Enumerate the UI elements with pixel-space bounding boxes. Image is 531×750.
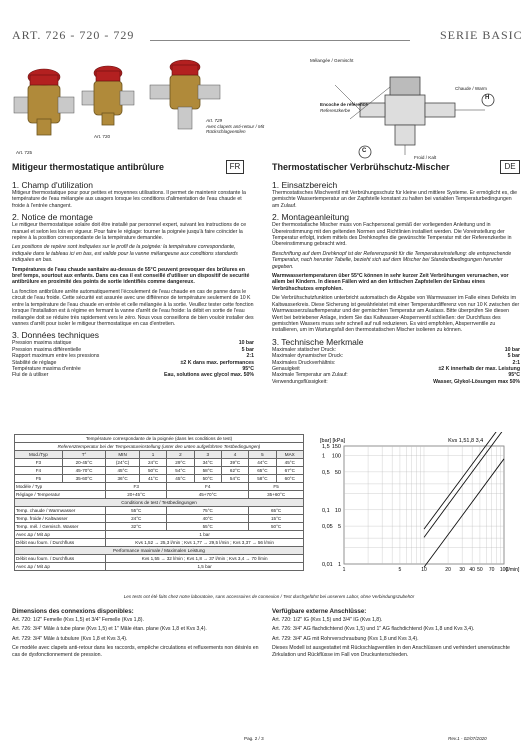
chart-xtick: 40: [469, 567, 475, 573]
chart-ytick-kpa: 1: [337, 562, 341, 568]
page-number: Pag. 2 / 3: [244, 736, 264, 741]
fr-specs: [12, 340, 254, 378]
de-dims-line: Art. 720: 1/2" IG (Kvs 1,5) und 3/4" IG (Kvs 1,8).: [272, 617, 383, 623]
chart-xtick: 10: [421, 567, 427, 573]
fr-section-2-text-d: La fonction antibrûlure arrête automatiquement l'écoulement de l'eau chaude en cas de panne dans le circuit de l'eau froide. Cette sécurité est assurée avec une différence de température seulement de 10 K entre la température de l'eau chaude en entrée et celle mélangée à la sortie. Veuillez tester cette fonction lorsque l'installation est à régime en fermant la vanne d'arrêt de l'eau froide: la débit en sortie de l'eau mélangée doit se réduire très rapidement vers le zéro. Nous vous conseillons de bien vouloir installer des vannes d'arrêt pour isoler le mitigeur thermostatique en cas d'entretien.: [12, 288, 254, 327]
fr-spec-row: Rapport maximum entre les pressions 2:1: [12, 353, 254, 360]
valve-725-image: [14, 69, 74, 135]
table-row: F3 20-45°C (24°C) 24°C 29°C 34°C 39°C 44°C 45°C: [15, 459, 304, 467]
de-section-1-text: Thermostatisches Mischventil mit Verbrühungsschutz für kleine und mittlere Systeme. Er ermöglicht es, die gemischte Wassertemperatur an der Zapfstelle konstant zu halten bei variablen Temperaturbedingungen am Zulauf.: [272, 190, 518, 209]
de-specs: [272, 347, 520, 385]
table-cond-row: Temp. chaude / Warmwasser 55°C 75°C 65°C: [15, 507, 304, 515]
chart-title: Kvs 1,51,8 3,4: [448, 438, 484, 444]
fr-section-1-text: Mitigeur thermostatique pour pour petites et moyennes utilisations. Il permet de maintenir constante la température de l'eau mélangée aux usagers lorsque les conditions d'alimentation de l'eau chaude et froide à l'entrée changent.: [12, 190, 246, 209]
chart-ytick-kpa: 150: [331, 444, 341, 450]
label-cold: Froid / Kalt: [414, 155, 437, 160]
label-h: H: [485, 95, 490, 101]
fr-column: [12, 180, 254, 379]
pressure-drop-chart: [306, 432, 524, 582]
de-column: [272, 180, 520, 385]
table-header-row: Mod./Typ T° MIN 1 2 3 4 5 MAX: [15, 451, 304, 459]
fr-spec-row: Pression maxima différentielle 5 bar: [12, 346, 254, 353]
chart-xtick: 100: [499, 567, 509, 573]
chart-xtick: 1: [342, 567, 346, 573]
table-perf-head: Performance maximale / Maximalen Leistung: [15, 547, 304, 555]
label-referenz: Referenzkerbe: [320, 108, 351, 113]
header-rule: [150, 40, 410, 41]
table-cond-row: Temp. froide / Kaltwasser 24°C 40°C 15°C: [15, 515, 304, 523]
table-conditions-head: Conditions de test / Testbedingungen: [15, 499, 304, 507]
table-debit-row: Débit eau fourn. / Durchfluss Kvs 1,52 → 25,3 l/min ; Kvs 1,77 → 29,5 l/min ; Kvs 3,37 → 56 l/min: [15, 539, 304, 547]
chart-xtick: 50: [477, 567, 483, 573]
de-section-3-title: 3. Technische Merkmale: [272, 336, 364, 347]
chart-ylabel: [bar] [kPa]: [320, 438, 346, 444]
table-head-1: Température correspondante de la poignée (dans les conditions de test): [15, 435, 304, 443]
header-title-left: ART. 726 - 720 - 729: [12, 28, 135, 42]
table-perf-dp-row: Avec Δp / Mit Δp 1,5 bar: [15, 563, 304, 571]
chart-ytick-bar: 0,05: [322, 524, 333, 531]
fr-section-2-text-b: Les positions de repère sont indiquées sur le profil de la poignée: la température correspondante, indiquée dans le tableau ici en bas, est valide pour la vanne mélangeuse aux conditions standards indiquées en bas.: [12, 244, 238, 264]
fr-spec-row: Température maxima d'entrée 95°C: [12, 365, 254, 372]
fr-title: Mitigeur thermostatique antibrûlure: [12, 162, 165, 172]
de-dims-line: Art. 729: 3/4" AG mit Rohrverschraubung (Kvs 1,8 und Kvs 3,4).: [272, 635, 419, 642]
de-section-2-title: 2. Montageanleitung: [272, 212, 350, 223]
fr-dimensions: [12, 608, 262, 661]
chart-ytick-kpa: 5: [337, 524, 341, 531]
de-dims-line: Art. 726: 3/4" AG flachdichtend (Kvs 1,5) und 1" AG flachdichtend (Kvs 1,8 und Kvs 3,4).: [272, 626, 475, 633]
de-spec-row: Verwendungsflüssigkeit: Wasser, Glykol-Lösungen max 50%: [272, 378, 520, 385]
label-art-725: Art. 725: [16, 150, 33, 155]
fr-section-2-text-a: Le mitigeur thermostatique solaire doit être installé par personnel expert, suivant les instructions de ce manuel et selon les lois en vigueur. Pour faire le réglage: tourner la poignée jusqu'à faire coïncider la repère à la position correspondante de la température demandée.: [12, 222, 247, 242]
chart-ytick-bar: 1,5: [322, 444, 330, 450]
fr-section-1-title: 1. Champ d'utilization: [12, 180, 93, 190]
label-mixed: Mélangée / Gemischt: [310, 58, 354, 63]
de-section-2-text-b: Beschriftung auf dem Drehknopf ist der Referenzpunkt für die Temperatureinstellung: die entsprechende Temperatur, nach herunter Tabelle, bezieht sich auf dem Mischer bei Standardbedingungen herunter gegeben.: [272, 250, 512, 270]
table-cond-row: Temp. mél. / Gemisch. Wasser 32°C 55°C 50°C: [15, 523, 304, 531]
de-title: Thermostatischer Verbrühschutz-Mischer: [272, 162, 450, 172]
chart-ytick-bar: 0,5: [322, 469, 330, 476]
de-spec-row: Maximaler dynamischer Druck: 5 bar: [272, 353, 520, 360]
fr-badge: FR: [226, 160, 244, 174]
header-title-right: SERIE BASIC: [440, 28, 523, 42]
chart-ytick-bar: 0,01: [322, 562, 333, 568]
table-dp-row: Avec Δp / Mit Δp 1 bar: [15, 531, 304, 539]
diagram-valve: [360, 77, 455, 145]
product-photos: [10, 55, 270, 165]
label-encoche: Encoche de référence: [320, 102, 368, 107]
fr-dims-line: Ce modèle avec clapets anti-retour dans les raccords, empêche circulations et refluxements non désirés en cas de dysfonctionnement de pression.: [12, 645, 259, 658]
fr-dims-title: Dimensions des connexions disponibles:: [12, 608, 134, 615]
temperature-table: [14, 434, 304, 571]
fr-dims-line: Art. 720: 1/2" Femelle (Kvs 1,5) et 3/4" Femelle (Kvs 1,8).: [12, 617, 144, 623]
de-dims-line: Dieses Modell ist ausgestattet mit Rückschlagventilen in den Anschlüssen und verhindert unerwünschte Zirkulation und Rückflüsse im Fall von Druckunterschieden.: [272, 645, 510, 658]
fr-section-2-text-c: Températures de l'eau chaude sanitaire au-dessus de 55°C peuvent provoquer des brûlures en bref temps, sourtout aux enfants. Dans ces cas il est conseillé d'utiliser un dispositif de securité antibrûlure en proximité des points de sortie identifiés comme dangereux.: [12, 266, 250, 286]
fr-dims-line: Art. 726: 3/4" Mâle à tube plane (Kvs 1,5) et 1" Mâle étan. plane (Kvs 1,8 et Kvs 3,4).: [12, 626, 207, 633]
chart-ytick-kpa: 100: [331, 453, 341, 460]
label-art-729: Art. 729 Avec clapets anti-retour / Mit Rückschlagventilen: [206, 118, 265, 135]
de-dims-title: Verfügbare externe Anschlüsse:: [272, 608, 367, 615]
chart-ytick-kpa: 10: [334, 507, 341, 514]
chart-xlabel: [l/min]: [506, 567, 520, 573]
de-section-2-text-a: Der thermostatische Mischer muss von Fachpersonal gemäß der vorliegenden Anleitung und in Übereinstimmung mit den geltenden Normen und Richtlinien installiert werden. Die Voreinstellung der Temperatur erfolgt, indem mittels des Drehknopfes die gewünschte Temperatur mit der Referenzkerbe in Übereinstimmung gebracht wird.: [272, 222, 512, 248]
fr-section-2-title: 2. Notice de montage: [12, 212, 93, 223]
chart-ytick-bar: 0,1: [322, 507, 330, 514]
chart-xtick: 30: [459, 567, 465, 573]
de-badge: DE: [500, 160, 520, 174]
table-row: F4 45-70°C 45°C 50°C 54°C 58°C 62°C 65°C 67°C: [15, 467, 304, 475]
fr-spec-row: Flui de à utiliser Eau, solutions avec glycol max. 50%: [12, 372, 254, 379]
de-section-1-title: 1. Einsatzbereich: [272, 180, 338, 190]
chart-ytick-bar: 1: [322, 453, 326, 460]
chart-xtick: 70: [488, 567, 495, 573]
table-row: F5 35-60°C 36°C 41°C 45°C 50°C 54°C 58°C 60°C: [15, 475, 304, 483]
label-art-720: Art. 720: [94, 134, 111, 139]
fr-section-3-title: 3. Données techniques: [12, 330, 99, 341]
revision: Rev.1 - 02/07/2020: [448, 736, 487, 741]
de-section-2-text-d: Die Verbrühschutzfunktion unterbricht automatisch die Abgabe von Warmwasser im Falle eines Defekts im Kaltwasserkreis. Diese Sicherung ist gewährleistet mit einer Temperaturdifferenz von nur 10 K zwischen der Warmwasserzulauftemperatur und der gemischten Temperatur am Auslass. Bitte überprüfen Sie diesen Wert bei betriebener Anlage, indem Sie das Kaltwasser-Absperrventil schließen: der Durchfluss des gemischten Wassers muss sehr schnell auf null reduzieren. Es wird empfohlen, Absperrventile zu installieren, um im Wartungsfall den thermostatischen Mischer isolieren zu können.: [272, 295, 520, 334]
de-section-2-text-c: Warmwassertemperaturen über 55°C können in sehr kurzer Zeit Verbrühungen verursachen, vor allem bei Kindern. In diesen Fällen wird an den kritischen Zapfstellen der Einbau eines Verbrühschutzes empfohlen.: [272, 273, 509, 292]
label-hot: Chaude / Warm: [455, 86, 487, 91]
de-dimensions: [272, 608, 522, 661]
de-spec-row: Maximale Temperatur am Zulauf: 95°C: [272, 372, 520, 379]
de-spec-row: Maximaler statischer Druck: 10 bar: [272, 346, 520, 353]
test-caption: Les tests ont été faits chez notre laboratoire, sans accessoires de connexion / Test durchgeführt bei unserem Labor, ohne Verbindungszubehör: [123, 594, 415, 599]
table-perf-row: Débit eau fourn. / Durchfluss Kvs 1,55 → 32 l/min ; Kvs 1,8 → 37 l/min ; Kvs 3,4 → 70 l/min: [15, 555, 304, 563]
chart-xtick: 5: [398, 567, 402, 573]
fr-dims-line: Art. 729: 3/4" Mâle à tubulure (Kvs 1,8 et Kvs 3,4).: [12, 635, 128, 642]
fr-spec-row: Stabilité de réglage ±2 K dans max. performances: [12, 359, 254, 366]
valve-720-image: [82, 66, 134, 125]
table-head-1b: Referenztemperatur bei der Temperatureinstellung (unter den unten aufgeführten Testbedingungen): [15, 443, 304, 451]
de-spec-row: Genauigkeit ±2 K innerhalb der max. Leistung: [272, 365, 520, 372]
fr-spec-row: Pression maxima statique 10 bar: [12, 340, 254, 347]
table-model-row: Modèle / Typ F3 F4 F5: [15, 483, 304, 491]
de-spec-row: Maximales Druckverhältnis: 2:1: [272, 359, 520, 366]
chart-ytick-kpa: 50: [334, 469, 341, 476]
label-c: C: [362, 148, 367, 154]
chart-xtick: 20: [445, 567, 451, 573]
table-setting-row: Réglage / Temperatur 20+45°C 45+70°C 35+60°C: [15, 491, 304, 499]
